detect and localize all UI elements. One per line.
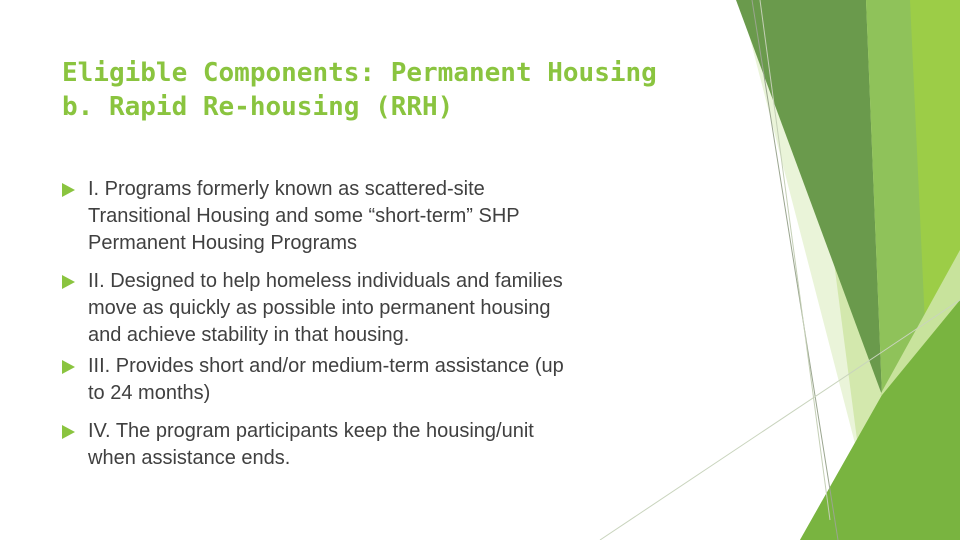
bullet-text-3	[88, 353, 722, 407]
bullet-arrow-icon	[62, 425, 75, 439]
slide-title	[62, 56, 742, 124]
bullet-arrow-icon	[62, 360, 75, 374]
bullet-text-4	[88, 418, 722, 472]
bullet-line: move as quickly as possible into permanent housing	[88, 297, 551, 319]
bullet-line: IV. The program participants keep the housing/unit	[88, 420, 534, 442]
bullet-item-3	[62, 353, 722, 407]
bullet-line: I. Programs formerly known as scattered-site	[88, 178, 485, 200]
bullet-item-4	[62, 418, 722, 472]
bullet-line: Transitional Housing and some “short-term” SHP	[88, 205, 520, 227]
bullet-text-2	[88, 268, 722, 349]
bullet-line: and achieve stability in that housing.	[88, 324, 410, 346]
bullet-list	[62, 176, 722, 472]
bullet-line: to 24 months)	[88, 382, 211, 404]
bullet-line: II. Designed to help homeless individuals and families	[88, 270, 563, 292]
bullet-item-1	[62, 176, 722, 257]
bullet-arrow-icon	[62, 275, 75, 289]
bullet-text-1	[88, 176, 722, 257]
bullet-line: Permanent Housing Programs	[88, 232, 358, 254]
bullet-arrow-icon	[62, 183, 75, 197]
slide-title-line-2: b. Rapid Re-housing (RRH)	[62, 92, 454, 122]
slide-title-line-1: Eligible Components: Permanent Housing	[62, 58, 657, 88]
bullet-line: when assistance ends.	[88, 447, 291, 469]
bullet-item-2	[62, 268, 722, 349]
bullet-line: III. Provides short and/or medium-term assistance (up	[88, 355, 564, 377]
